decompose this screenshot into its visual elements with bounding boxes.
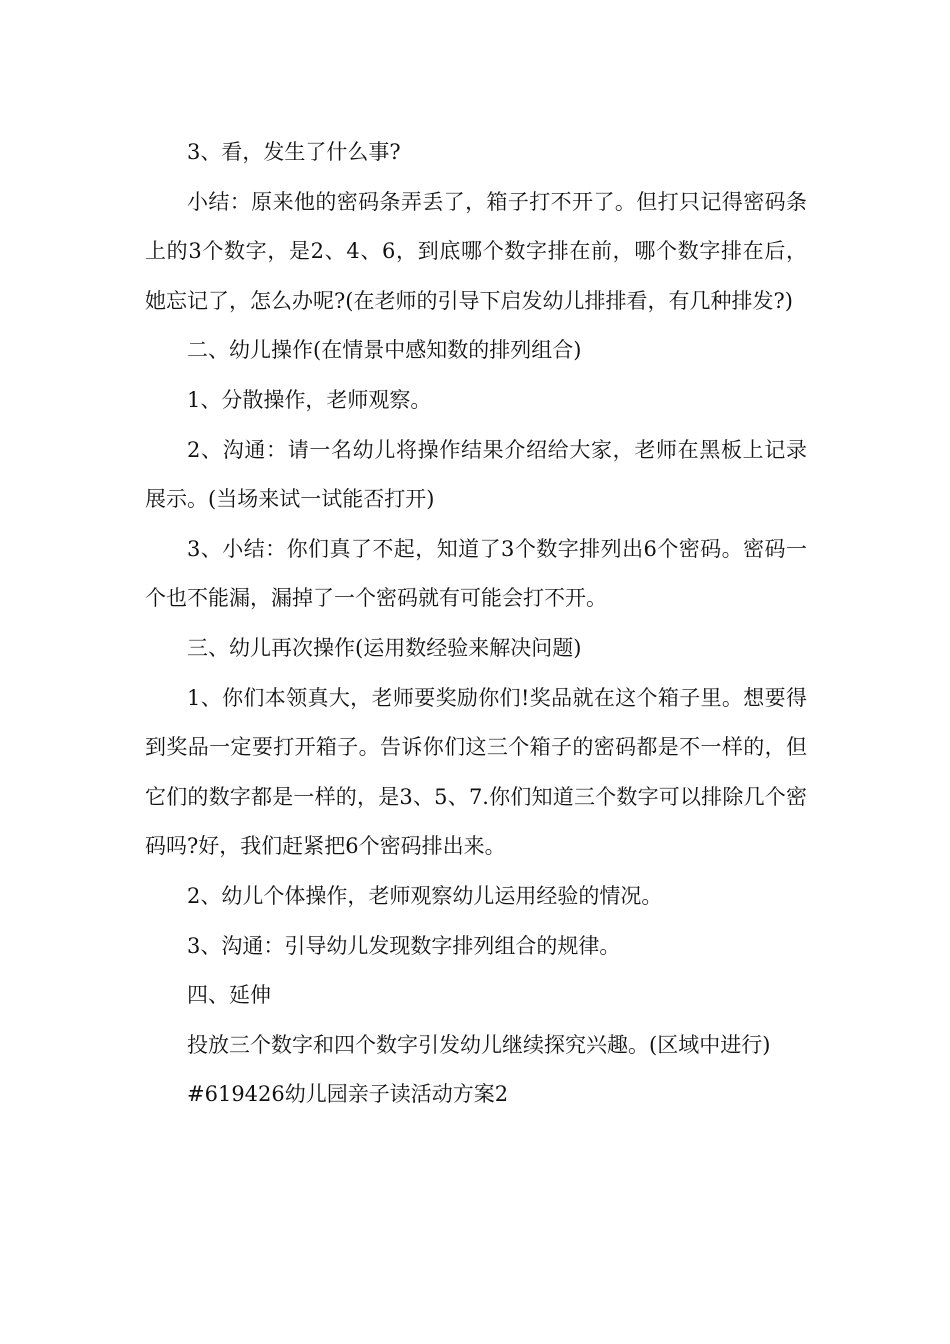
- section-heading-extension: 四、延伸: [187, 983, 271, 1008]
- paragraph-scattered-operation: 1、分散操作，老师观察。: [187, 387, 432, 412]
- document-body: [145, 128, 807, 1120]
- paragraph-communication: 2、沟通：请一名幼儿将操作结果介绍给大家，老师在黑板上记录展示。(当场来试一试能否打开): [145, 437, 807, 512]
- paragraph-extension: 投放三个数字和四个数字引发幼儿继续探究兴趣。(区域中进行): [187, 1032, 771, 1057]
- paragraph-individual-operation: 2、幼儿个体操作，老师观察幼儿运用经验的情况。: [187, 883, 663, 908]
- paragraph-reward-box: 1、你们本领真大，老师要奖励你们!奖品就在这个箱子里。想要得到奖品一定要打开箱子。告诉你们这三个箱子的密码都是不一样的，但它们的数字都是一样的，是3、5、7.你们知道三个数字可以排除几个密码吗?好，我们赶紧把6个密码排出来。: [145, 685, 807, 859]
- paragraph-summary-password: 小结：原来他的密码条弄丢了，箱子打不开了。但打只记得密码条上的3个数字，是2、4、6，到底哪个数字排在前，哪个数字排在后，她忘记了，怎么办呢?(在老师的引导下启发幼儿排排看，有几种排发?): [145, 189, 807, 313]
- section-heading-operation: 二、幼儿操作(在情景中感知数的排列组合): [187, 338, 582, 363]
- section-heading-second-operation: 三、幼儿再次操作(运用数经验来解决问题): [187, 635, 582, 660]
- paragraph-communication-rules: 3、沟通：引导幼儿发现数字排列组合的规律。: [187, 933, 621, 958]
- section-heading-plan-2: #619426幼儿园亲子读活动方案2: [187, 1082, 509, 1107]
- paragraph-summary-six-passwords: 3、小结：你们真了不起，知道了3个数字排列出6个密码。密码一个也不能漏，漏掉了一个密码就有可能会打不开。: [145, 536, 807, 611]
- paragraph-question: 3、看，发生了什么事?: [187, 140, 401, 164]
